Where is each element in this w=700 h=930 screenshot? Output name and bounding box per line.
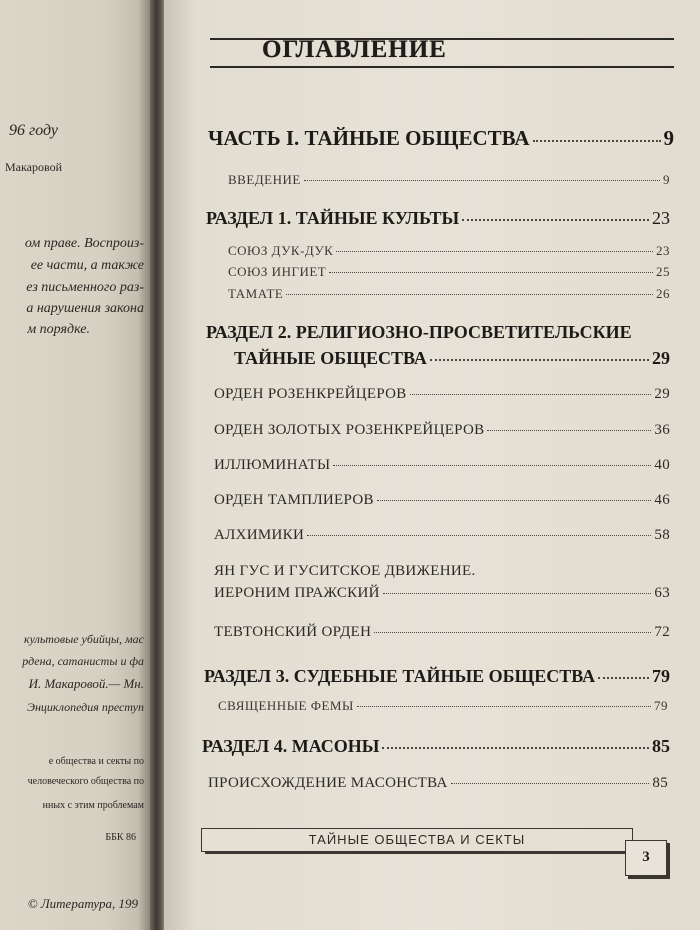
toc-page-number: 23 bbox=[656, 243, 670, 258]
toc-entry-label: ОРДЕН РОЗЕНКРЕЙЦЕРОВ bbox=[214, 386, 407, 402]
toc-intro[interactable] bbox=[228, 172, 670, 188]
toc-page-number: 25 bbox=[656, 264, 670, 279]
dot-leader bbox=[374, 632, 651, 633]
toc-entry-label: ТАМАТЕ bbox=[228, 286, 284, 301]
left-page-line: м порядке. bbox=[27, 322, 90, 337]
toc-section-1[interactable] bbox=[206, 208, 670, 229]
toc-entry-label: ИЛЛЮМИНАТЫ bbox=[214, 457, 331, 473]
toc-entry-label: ТАЙНЫЕ ОБЩЕСТВА bbox=[234, 348, 427, 368]
toc-item-hus-line1: ЯН ГУС И ГУСИТСКОЕ ДВИЖЕНИЕ. bbox=[214, 563, 476, 579]
toc-page-number: 29 bbox=[652, 348, 670, 368]
left-page-line: ее части, а также bbox=[30, 258, 144, 273]
dot-leader bbox=[304, 180, 660, 181]
toc-entry-label: ОРДЕН ТАМПЛИЕРОВ bbox=[214, 492, 374, 508]
dot-leader bbox=[336, 251, 653, 252]
toc-page-number: 72 bbox=[654, 624, 670, 640]
toc-page-number: 26 bbox=[656, 286, 670, 301]
toc-page-number: 40 bbox=[654, 457, 670, 473]
left-page-line: ББК 86 bbox=[105, 832, 136, 843]
toc-page-number: 85 bbox=[652, 775, 668, 791]
toc-page-number: 29 bbox=[654, 386, 670, 402]
dot-leader bbox=[383, 593, 652, 594]
toc-entry-label: ТЕВТОНСКИЙ ОРДЕН bbox=[214, 624, 372, 640]
toc-item[interactable] bbox=[208, 775, 668, 792]
toc-item[interactable] bbox=[214, 457, 670, 474]
dot-leader bbox=[333, 465, 651, 466]
left-page-line: человеческого общества по bbox=[27, 776, 144, 787]
dot-leader bbox=[357, 706, 651, 707]
dot-leader bbox=[377, 500, 652, 501]
header-rule-bottom bbox=[210, 66, 674, 68]
toc-section-2[interactable] bbox=[234, 348, 670, 369]
toc-entry-label: СОЮЗ ИНГИЕТ bbox=[228, 264, 327, 279]
left-page-line: ом праве. Воспроиз- bbox=[24, 236, 144, 251]
left-page-line: е общества и секты по bbox=[48, 756, 144, 767]
toc-page-number: 9 bbox=[663, 172, 670, 187]
dot-leader bbox=[462, 219, 649, 221]
left-page-line: Макаровой bbox=[5, 160, 62, 174]
running-title: ТАЙНЫЕ ОБЩЕСТВА И СЕКТЫ bbox=[308, 832, 526, 847]
left-page-line: ез письменного раз- bbox=[26, 280, 144, 295]
dot-leader bbox=[307, 535, 651, 536]
toc-page-number: 46 bbox=[654, 492, 670, 508]
toc-item-hus[interactable] bbox=[214, 585, 670, 602]
left-page-line: нных с этим проблемам bbox=[42, 800, 144, 811]
left-page-line: рдена, сатанисты и фа bbox=[22, 654, 144, 668]
toc-page-number: 63 bbox=[654, 585, 670, 601]
dot-leader bbox=[487, 430, 651, 431]
toc-item[interactable] bbox=[214, 422, 670, 439]
page-number: 3 bbox=[642, 849, 650, 865]
toc-item[interactable] bbox=[228, 286, 670, 302]
toc-item[interactable] bbox=[214, 386, 670, 403]
toc-page-number: 85 bbox=[652, 736, 670, 756]
left-page-line: 96 году bbox=[8, 122, 58, 139]
toc-item-teutonic[interactable] bbox=[214, 624, 670, 641]
toc-entry-label: ВВЕДЕНИЕ bbox=[228, 172, 301, 187]
toc-page-number: 9 bbox=[663, 126, 674, 150]
toc-entry-label: ИЕРОНИМ ПРАЖСКИЙ bbox=[214, 585, 380, 601]
dot-leader bbox=[598, 677, 649, 679]
toc-entry-label: СОЮЗ ДУК-ДУК bbox=[228, 243, 334, 258]
toc-entry-label: ОРДЕН ЗОЛОТЫХ РОЗЕНКРЕЙЦЕРОВ bbox=[214, 422, 485, 438]
toc-page-number: 58 bbox=[654, 527, 670, 543]
left-page-line: И. Макаровой.— Мн. bbox=[28, 676, 144, 691]
toc-page-number: 36 bbox=[654, 422, 670, 438]
toc-entry-label: РАЗДЕЛ 1. ТАЙНЫЕ КУЛЬТЫ bbox=[206, 208, 460, 228]
toc-page-number: 79 bbox=[654, 698, 668, 713]
toc-part-1[interactable] bbox=[208, 126, 674, 151]
dot-leader bbox=[430, 359, 649, 361]
toc-entry-label: СВЯЩЕННЫЕ ФЕМЫ bbox=[218, 698, 354, 713]
toc-item[interactable] bbox=[228, 243, 670, 259]
dot-leader bbox=[286, 294, 653, 295]
footer-running-title-box bbox=[201, 828, 633, 852]
left-page-line: культовые убийцы, мас bbox=[24, 632, 144, 646]
dot-leader bbox=[451, 783, 650, 784]
toc-item[interactable] bbox=[214, 527, 670, 544]
toc-section-2-line1: РАЗДЕЛ 2. РЕЛИГИОЗНО-ПРОСВЕТИТЕЛЬСКИЕ bbox=[206, 322, 632, 342]
dot-leader bbox=[410, 394, 652, 395]
left-page-line: Энциклопедия преступ bbox=[27, 700, 144, 714]
toc-entry-label: АЛХИМИКИ bbox=[214, 527, 305, 543]
page-number-box bbox=[625, 840, 667, 876]
toc-item[interactable] bbox=[228, 264, 670, 280]
toc-entry-label: РАЗДЕЛ 3. СУДЕБНЫЕ ТАЙНЫЕ ОБЩЕСТВА bbox=[204, 666, 596, 686]
dot-leader bbox=[382, 747, 649, 749]
toc-entry-label: ЧАСТЬ I. ТАЙНЫЕ ОБЩЕСТВА bbox=[208, 126, 530, 150]
dot-leader bbox=[533, 140, 661, 142]
toc-entry-label: РАЗДЕЛ 4. МАСОНЫ bbox=[202, 736, 380, 756]
dot-leader bbox=[329, 272, 653, 273]
toc-section-4[interactable] bbox=[202, 736, 670, 757]
left-page-line: © Литература, 199 bbox=[27, 896, 138, 911]
toc-page-number: 79 bbox=[652, 666, 670, 686]
toc-section-3[interactable] bbox=[204, 666, 670, 687]
toc-title: ОГЛАВЛЕНИЕ bbox=[262, 36, 447, 63]
toc-item[interactable] bbox=[214, 492, 670, 509]
toc-page-number: 23 bbox=[652, 208, 670, 228]
left-page-line: а нарушения закона bbox=[26, 301, 144, 316]
toc-item[interactable] bbox=[218, 698, 668, 714]
left-page bbox=[0, 0, 150, 930]
toc-entry-label: ПРОИСХОЖДЕНИЕ МАСОНСТВА bbox=[208, 775, 448, 791]
